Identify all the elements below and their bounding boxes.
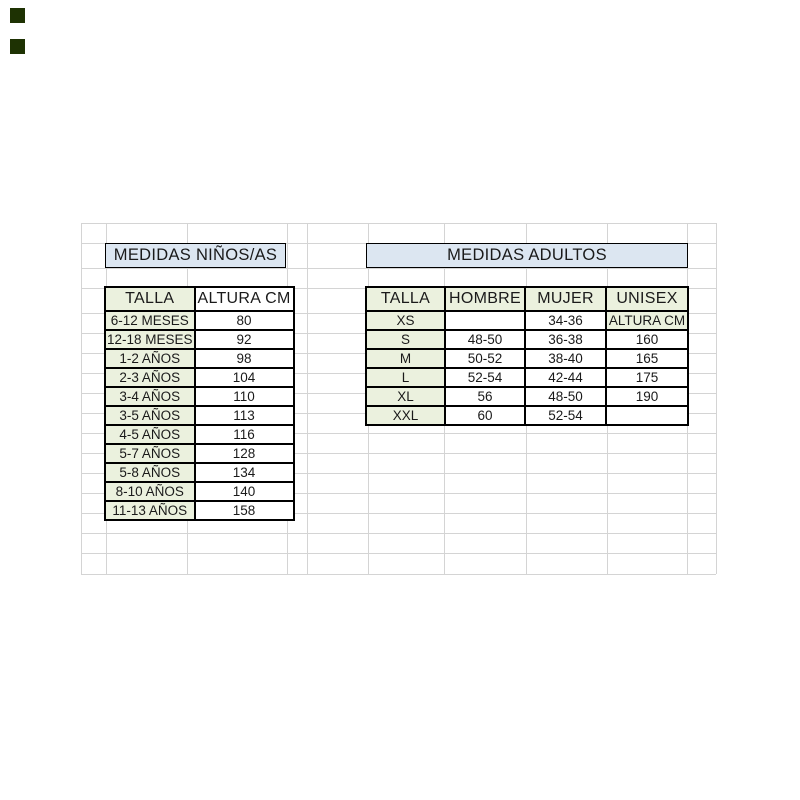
gridline-horizontal — [81, 223, 716, 224]
table-row — [105, 368, 294, 387]
ninos-cell-altura[interactable]: 158 — [195, 501, 294, 520]
gridline-vertical — [81, 223, 82, 574]
table-row — [105, 463, 294, 482]
ninos-cell-altura[interactable]: 134 — [195, 463, 294, 482]
ninos-cell-talla[interactable]: 5-7 AÑOS — [105, 444, 195, 463]
adultos-cell-mujer[interactable]: 42-44 — [525, 368, 606, 387]
decor-square-top — [10, 8, 25, 23]
table-row — [105, 349, 294, 368]
ninos-cell-talla[interactable]: 12-18 MESES — [107, 332, 193, 347]
table-row — [105, 425, 294, 444]
adultos-cell-mujer[interactable]: 36-38 — [525, 330, 606, 349]
table-row — [105, 406, 294, 425]
adultos-header-mujer[interactable]: MUJER — [525, 287, 606, 311]
adultos-header-talla[interactable]: TALLA — [366, 287, 445, 311]
table-row — [366, 387, 688, 406]
gridline-horizontal — [81, 553, 716, 554]
adultos-cell-hombre[interactable]: 52-54 — [445, 368, 525, 387]
gridline-vertical — [307, 223, 308, 574]
adultos-cell-talla[interactable]: XXL — [366, 406, 445, 425]
ninos-cell-talla[interactable]: 3-5 AÑOS — [105, 406, 195, 425]
gridline-vertical — [716, 223, 717, 574]
ninos-cell-talla[interactable]: 6-12 MESES — [105, 311, 195, 330]
ninos-cell-altura[interactable]: 98 — [195, 349, 294, 368]
adultos-cell-unisex[interactable]: 175 — [606, 368, 688, 387]
ninos-cell-altura[interactable]: 140 — [195, 482, 294, 501]
adultos-cell-talla[interactable]: L — [366, 368, 445, 387]
ninos-cell-altura[interactable]: 92 — [195, 330, 294, 349]
table-row — [105, 444, 294, 463]
table-row — [366, 311, 688, 330]
ninos-cell-talla[interactable]: 3-4 AÑOS — [105, 387, 195, 406]
adultos-cell-mujer[interactable]: 52-54 — [525, 406, 606, 425]
ninos-cell-talla[interactable]: 4-5 AÑOS — [105, 425, 195, 444]
adultos-cell-unisex[interactable]: 165 — [606, 349, 688, 368]
table-row — [105, 311, 294, 330]
ninos-table-title[interactable]: MEDIDAS NIÑOS/AS — [105, 243, 286, 268]
adultos-cell-unisex[interactable]: ALTURA CM — [606, 311, 688, 330]
adultos-cell-hombre[interactable]: 48-50 — [445, 330, 525, 349]
adultos-header-row — [366, 287, 688, 311]
ninos-cell-talla[interactable]: 11-13 AÑOS — [105, 501, 195, 520]
adultos-cell-talla[interactable]: M — [366, 349, 445, 368]
adultos-cell-talla[interactable]: XS — [366, 311, 445, 330]
ninos-cell-talla[interactable]: 8-10 AÑOS — [105, 482, 195, 501]
adultos-size-table — [365, 286, 689, 426]
ninos-header-altura-cm[interactable]: ALTURA CM — [195, 287, 294, 311]
adultos-cell-hombre[interactable]: 60 — [445, 406, 525, 425]
ninos-cell-altura[interactable]: 113 — [195, 406, 294, 425]
table-row — [105, 501, 294, 520]
ninos-cell-talla[interactable]: 1-2 AÑOS — [105, 349, 195, 368]
ninos-header-talla[interactable]: TALLA — [105, 287, 195, 311]
adultos-cell-unisex[interactable]: 190 — [606, 387, 688, 406]
table-row — [105, 387, 294, 406]
adultos-cell-unisex[interactable] — [606, 406, 688, 425]
adultos-cell-talla[interactable]: S — [366, 330, 445, 349]
table-row — [366, 330, 688, 349]
table-row — [366, 349, 688, 368]
gridline-horizontal — [81, 574, 716, 575]
table-row — [366, 368, 688, 387]
adultos-cell-mujer[interactable]: 38-40 — [525, 349, 606, 368]
table-row — [105, 482, 294, 501]
adultos-table-title[interactable]: MEDIDAS ADULTOS — [366, 243, 688, 268]
gridline-horizontal — [81, 533, 716, 534]
adultos-cell-unisex[interactable]: 160 — [606, 330, 688, 349]
adultos-header-hombre[interactable]: HOMBRE — [445, 287, 525, 311]
ninos-cell-altura[interactable]: 128 — [195, 444, 294, 463]
adultos-cell-hombre[interactable] — [445, 311, 525, 330]
ninos-cell-altura[interactable]: 110 — [195, 387, 294, 406]
adultos-cell-hombre[interactable]: 50-52 — [445, 349, 525, 368]
ninos-cell-talla[interactable]: 5-8 AÑOS — [105, 463, 195, 482]
ninos-cell-altura[interactable]: 104 — [195, 368, 294, 387]
gridline-horizontal — [81, 268, 716, 269]
ninos-cell-altura[interactable]: 80 — [195, 311, 294, 330]
ninos-header-row — [105, 287, 294, 311]
table-row — [366, 406, 688, 425]
decor-square-bottom — [10, 39, 25, 54]
ninos-cell-talla[interactable]: 2-3 AÑOS — [105, 368, 195, 387]
adultos-cell-hombre[interactable]: 56 — [445, 387, 525, 406]
ninos-cell-altura[interactable]: 116 — [195, 425, 294, 444]
adultos-cell-talla[interactable]: XL — [366, 387, 445, 406]
adultos-header-unisex[interactable]: UNISEX — [606, 287, 688, 311]
ninos-size-table — [104, 286, 295, 521]
table-row — [105, 330, 294, 349]
adultos-cell-mujer[interactable]: 34-36 — [525, 311, 606, 330]
adultos-cell-mujer[interactable]: 48-50 — [525, 387, 606, 406]
